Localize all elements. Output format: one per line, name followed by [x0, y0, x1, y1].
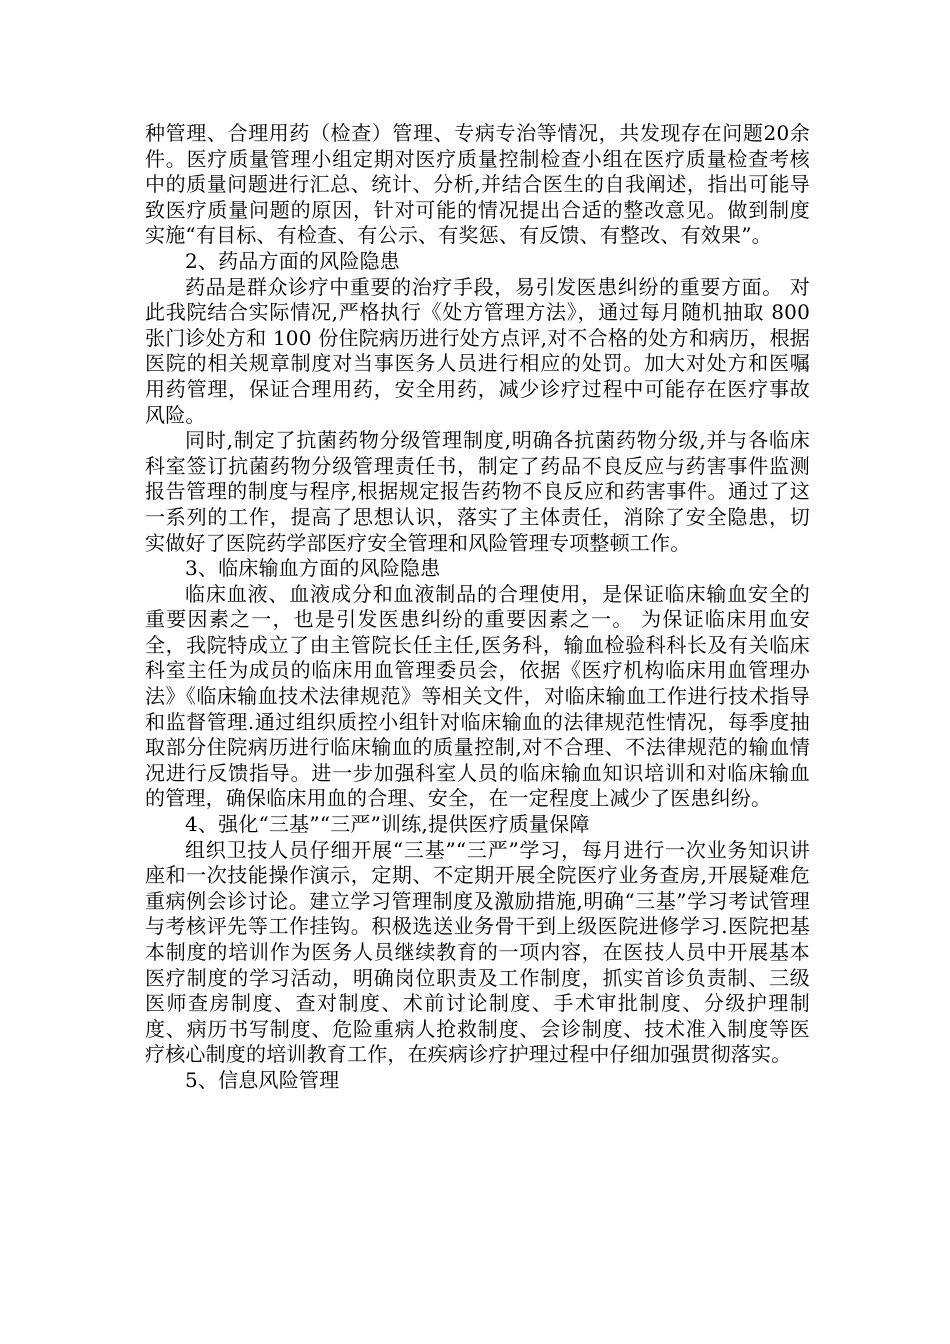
document-body: [145, 121, 810, 1094]
paragraph-drug-risk: 药品是群众诊疗中重要的治疗手段，易引发医患纠纷的重要方面。 对此我院结合实际情况,严格执行《处方管理方法》，通过每月随机抽取 800张门诊处方和 100 份住院病历进行处方点评,对不合格的处方和病历，根据医院的相关规章制度对当事医务人员进行相应的处罚。加大对处方和医嘱用药管理，保证合理用药，安全用药，减少诊疗过程中可能存在医疗事故风险。: [145, 274, 810, 427]
paragraph-blood-transfusion: 临床血液、血液成分和血液制品的合理使用，是保证临床输血安全的重要因素之一，也是引发医患纠纷的重要因素之一。 为保证临床用血安全，我院特成立了由主管院长任主任,医务科，输血检验科科长及有关临床科室主任为成员的临床用血管理委员会，依据《医疗机构临床用血管理办法》《临床输血技术法律规范》等相关文件，对临床输血工作进行技术指导和监督管理.通过组织质控小组针对临床输血的法律规范性情况，每季度抽取部分住院病历进行临床输血的质量控制,对不合理、不法律规范的输血情况进行反馈指导。进一步加强科室人员的临床输血知识培训和对临床输血的管理，确保临床用血的合理、安全，在一定程度上减少了医患纠纷。: [145, 581, 810, 811]
section-heading-three-basics-training: 4、强化“三基”“三严”训练,提供医疗质量保障: [185, 812, 590, 837]
paragraph-quality-management-continued: 种管理、合理用药（检查）管理、专病专治等情况，共发现存在问题20余件。医疗质量管理小组定期对医疗质量控制检查小组在医疗质量检查考核中的质量问题进行汇总、统计、分析,并结合医生的自我阐述，指出可能导致医疗质量问题的原因，针对可能的情况提出合适的整改意见。做到制度实施“有目标、有检查、有公示、有奖惩、有反馈、有整改、有效果”。: [145, 121, 810, 248]
paragraph-three-basics-training: 组织卫技人员仔细开展“三基”“三严”学习，每月进行一次业务知识讲座和一次技能操作演示，定期、不定期开展全院医疗业务查房,开展疑难危重病例会诊讨论。建立学习管理制度及激励措施,明确“三基”学习考试管理与考核评先等工作挂钩。积极选送业务骨干到上级医院进修学习.医院把基本制度的培训作为医务人员继续教育的一项内容，在医技人员中开展基本医疗制度的学习活动，明确岗位职责及工作制度，抓实首诊负责制、三级医师查房制度、查对制度、术前讨论制度、手术审批制度、分级护理制度、病历书写制度、危险重病人抢救制度、会诊制度、技术准入制度等医疗核心制度的培训教育工作，在疾病诊疗护理过程中仔细加强贯彻落实。: [145, 837, 810, 1067]
section-heading-information-risk: 5、信息风险管理: [185, 1067, 340, 1092]
section-heading-blood-transfusion-risk: 3、临床输血方面的风险隐患: [185, 556, 441, 581]
paragraph-antibacterial-management: 同时,制定了抗菌药物分级管理制度,明确各抗菌药物分级,并与各临床科室签订抗菌药物分级管理责任书，制定了药品不良反应与药害事件监测报告管理的制度与程序,根据规定报告药物不良反应和药害事件。通过了这一系列的工作，提高了思想认识，落实了主体责任，消除了安全隐患，切实做好了医院药学部医疗安全管理和风险管理专项整顿工作。: [145, 428, 810, 555]
section-heading-drug-risk: 2、药品方面的风险隐患: [185, 248, 400, 273]
